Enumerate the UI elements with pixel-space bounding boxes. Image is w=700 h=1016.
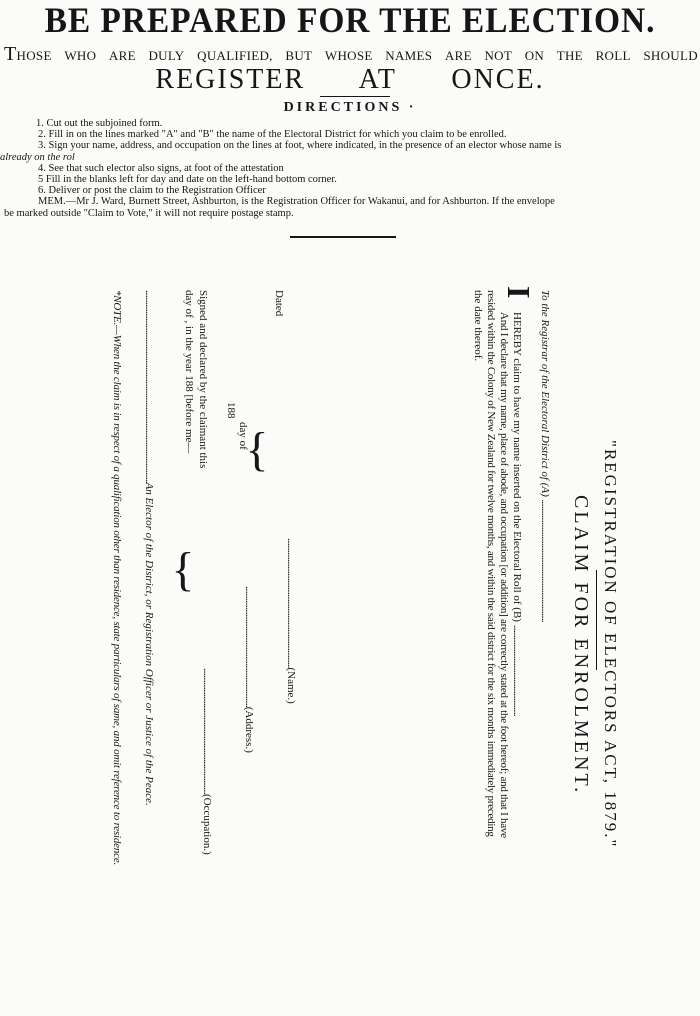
claim-line-2: And I declare that my name, place of abode, and occupation [or addition] are correctly stated at the foot hereof; and that I have [498, 312, 510, 838]
headline: BE PREPARED FOR THE ELECTION. [44, 0, 656, 40]
claim-line-4: the date thereof. [472, 290, 484, 362]
subline-word: NAMES [385, 48, 433, 63]
occupation-label: (Occupation.) [201, 794, 213, 855]
direction-6: 6. Deliver or post the claim to the Registration Officer [38, 185, 266, 197]
occupation-dots: ........................................................................ [201, 668, 213, 794]
addressee-dots: ...................................................................... [539, 499, 551, 622]
subline-word: QUALIFIED, [197, 48, 273, 63]
subline-word: WHO [64, 48, 97, 63]
register-word: REGISTER [155, 64, 306, 95]
footnote: *NOTE.—When the claim is in respect of a qualification other than residence, state particulars of same, and omit reference to residence. [111, 290, 123, 866]
signed-line-1: Signed and declared by the claimant this [197, 290, 209, 469]
claim-title: CLAIM FOR ENROLMENT. [570, 495, 592, 796]
memorandum-continued: be marked outside "Claim to Vote," it will not require postage stamp. [4, 207, 294, 219]
subline-word: NOT [484, 48, 513, 63]
claim-text-1: HEREBY claim to have my name inserted on the Electoral Roll of (B) [511, 312, 523, 622]
subline-word: BUT [285, 48, 313, 63]
act-title: "REGISTRATION OF ELECTORS ACT, 1879." [601, 440, 620, 849]
address-label: (Address.) [243, 706, 255, 753]
once-word: ONCE. [451, 64, 545, 95]
witness-line [142, 290, 155, 806]
dated-brace: } [245, 427, 269, 481]
subline-word: THOSE [4, 43, 52, 65]
direction-2: 2. Fill in on the lines marked "A" and "B" the name of the Electoral District for which you claim to be enrolled. [38, 129, 507, 141]
claim-line-1 [510, 312, 523, 716]
memorandum: MEM.—Mr J. Ward, Burnett Street, Ashburton, is the Registration Officer for Wakanui, and for Ashburton. If the envelope [38, 196, 555, 208]
addressee-line [538, 290, 551, 622]
electoral-roll-dots: .................................................... [511, 624, 523, 716]
address-line [242, 586, 255, 753]
occupation-line [200, 668, 213, 855]
subline-word: THE [556, 48, 583, 63]
name-dots: .......................................................................... [285, 538, 297, 668]
drop-cap: I [501, 286, 537, 299]
act-title-rule [596, 570, 597, 670]
subline-word: WHOSE [324, 48, 373, 63]
direction-3-continued: already on the rol [0, 151, 75, 163]
address-dots: ..................................................................... [243, 586, 255, 707]
direction-1: 1. Cut out the subjoined form. [36, 118, 163, 129]
subline-word: ARE [108, 48, 136, 63]
claim-form [77, 286, 620, 1010]
subline-word: ROLL [595, 48, 631, 63]
subline-word: DULY [148, 48, 185, 63]
subline-word: SHOULD [643, 48, 698, 63]
signed-line-2: day of , in the year 188 [before me— [183, 290, 195, 454]
year-188-label: 188 [225, 402, 237, 419]
direction-5: 5 Fill in the blanks left for day and date on the left-hand bottom corner. [38, 174, 337, 186]
direction-4: 4. See that such elector also signs, at foot of the attestation [38, 162, 284, 174]
subline-word: ARE [444, 48, 472, 63]
name-line [284, 538, 297, 704]
addressee-text: To the Registrar of the Electoral District of (A) [539, 290, 551, 497]
name-label: (Name.) [285, 667, 297, 704]
direction-3: 3. Sign your name, address, and occupation on the lines at foot, where indicated, in the presence of an elector whose name is [38, 140, 562, 152]
signed-brace: } [171, 547, 195, 601]
witness-label: An Elector of the District, or Registration Officer or Justice of the Peace. [143, 482, 155, 806]
dated-label: Dated [273, 290, 285, 317]
day-of-label: day of [237, 422, 249, 450]
subline-word: ON [524, 48, 545, 63]
claim-line-3: resided within the Colony of New Zealand for twelve months, and within the said district for the six months immediately preceding [485, 290, 497, 837]
directions-title: DIRECTIONS · [283, 100, 417, 115]
witness-dots: .............................................................................................................. [143, 290, 155, 483]
at-word: AT [358, 64, 397, 95]
